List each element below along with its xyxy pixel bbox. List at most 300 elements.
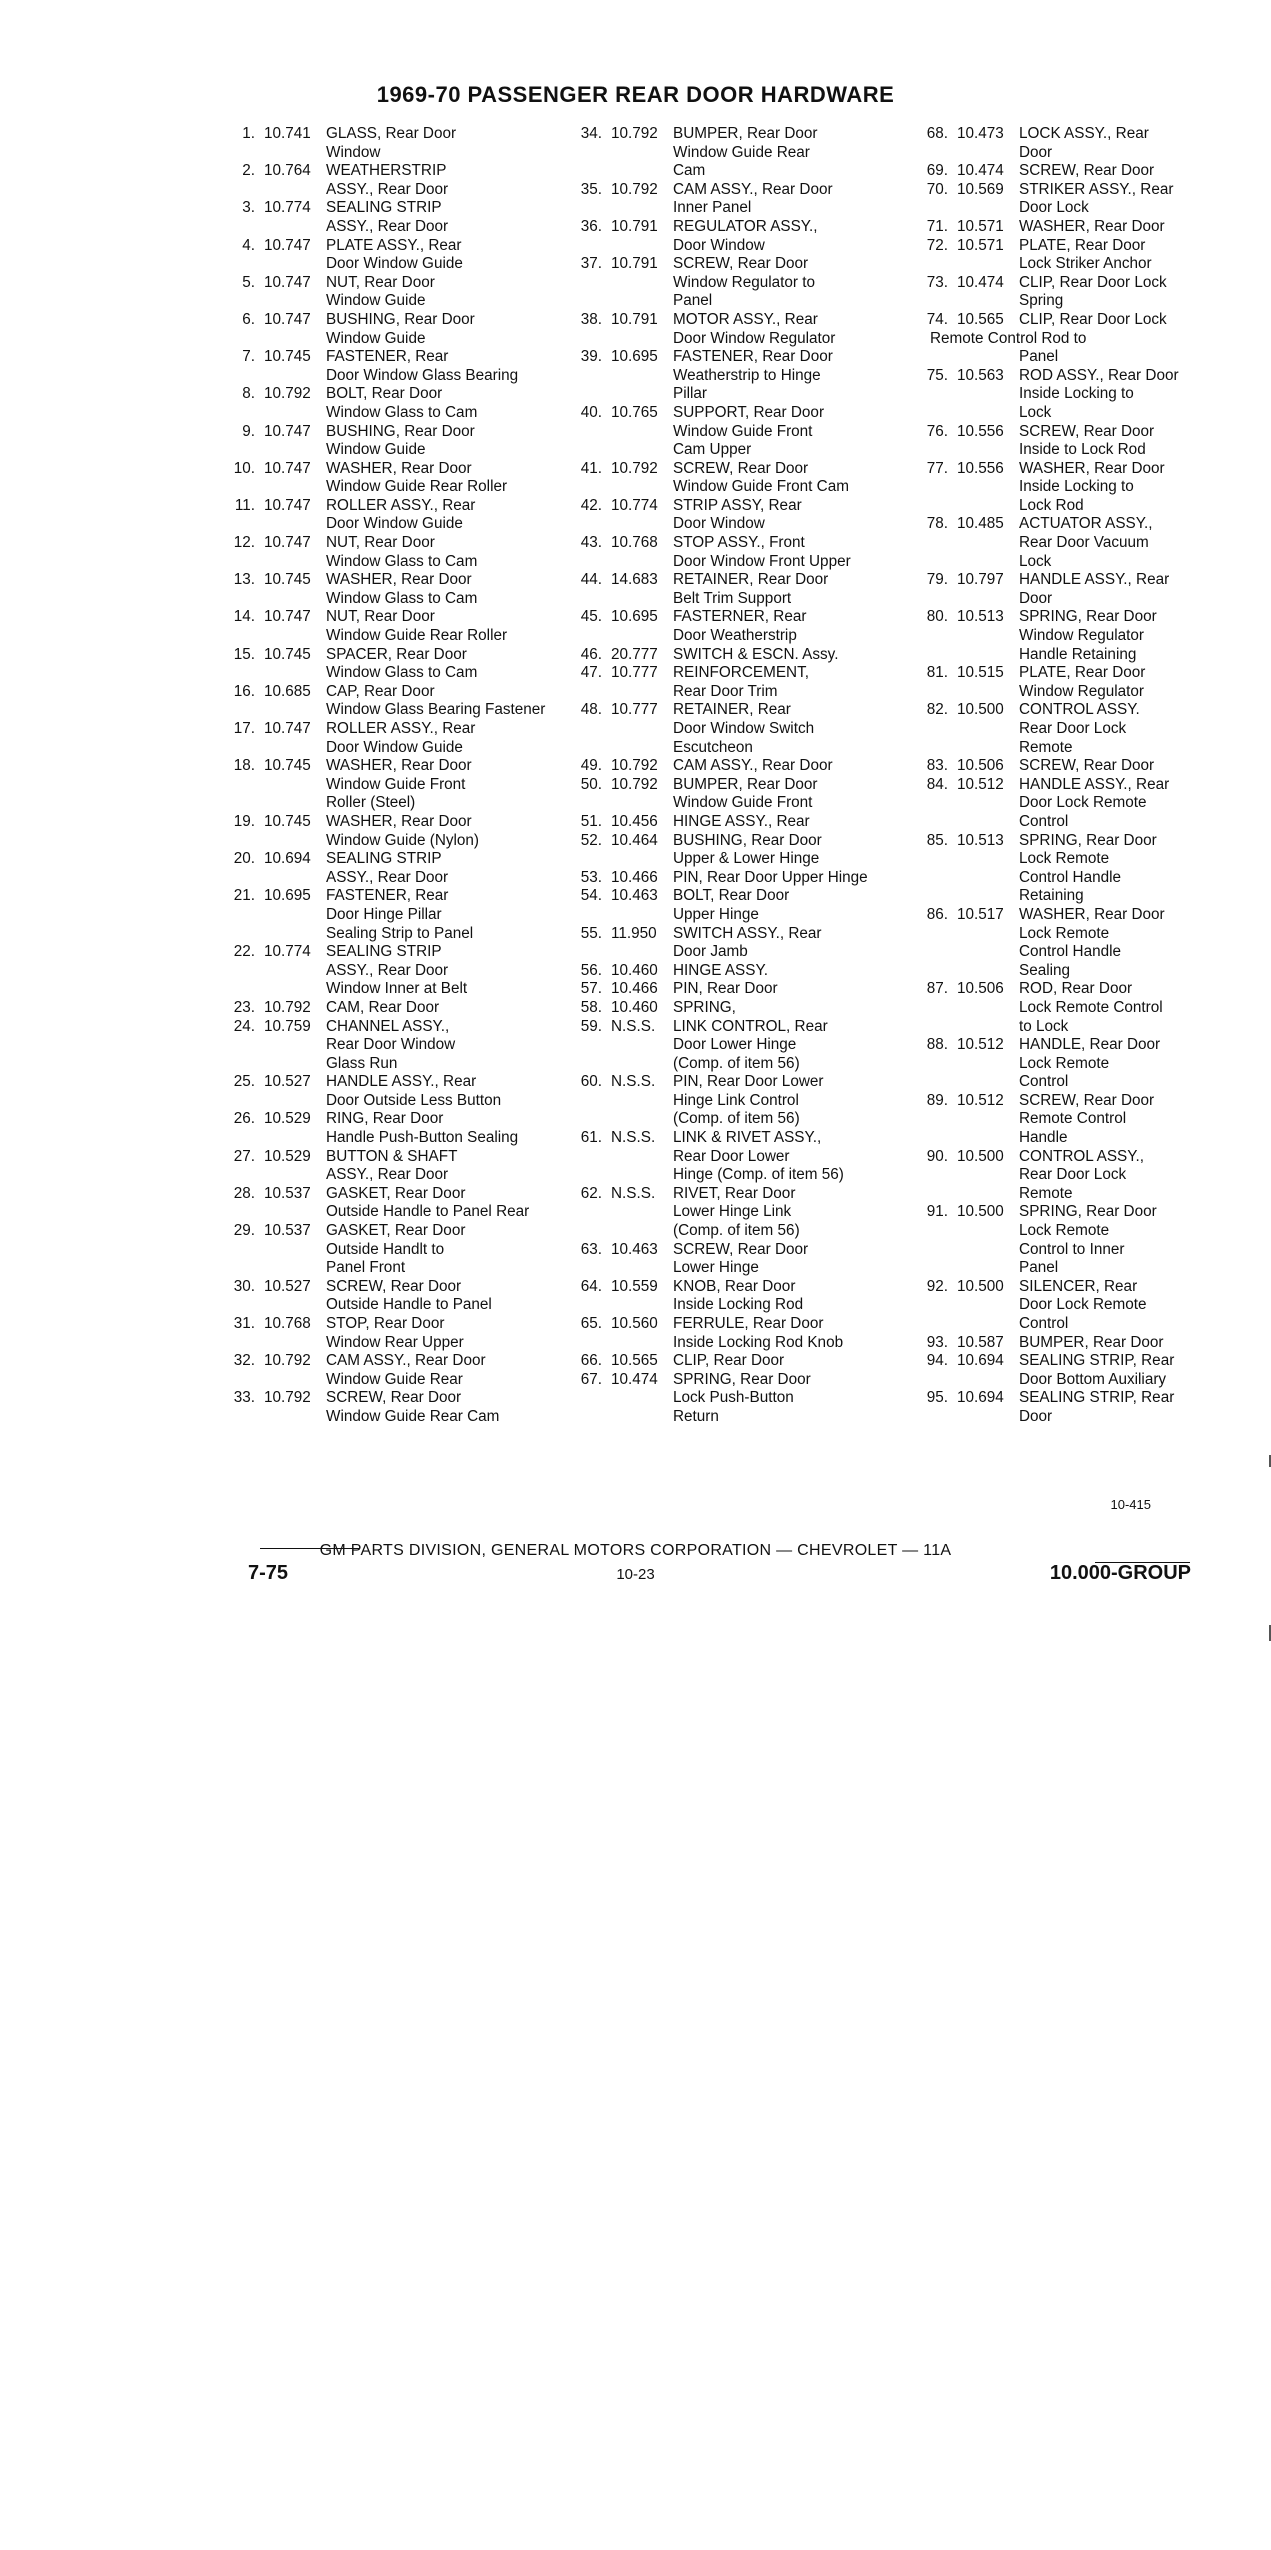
group-number: 10.774 [264,943,311,961]
part-description: WASHER, Rear Door [1019,905,1165,923]
parts-entry [552,646,912,665]
parts-entry [898,1278,1243,1334]
part-description-continued: Lock Remote [1019,1054,1110,1072]
group-number: 10.500 [957,1277,1004,1295]
group-number: 10.463 [611,1240,658,1258]
part-description-continued: Window Guide Rear Cam [326,1407,500,1425]
group-number: 10.466 [611,868,658,886]
parts-entry [205,1185,565,1222]
part-description: BUSHING, Rear Door [673,831,822,849]
item-number: 55. [580,924,602,942]
part-description: CAM, Rear Door [326,998,440,1016]
parts-entry [898,1036,1243,1092]
parts-entry [205,311,565,348]
parts-entry [552,534,912,571]
part-description: GASKET, Rear Door [326,1184,466,1202]
part-description-continued: Door Bottom Auxiliary [1019,1370,1167,1388]
parts-entry [205,274,565,311]
parts-entry [205,683,565,720]
part-description: SCREW, Rear Door [1019,1091,1155,1109]
item-number: 14. [233,608,255,626]
part-description-continued: Door Jamb [673,943,748,961]
parts-entry [552,497,912,534]
parts-entry [898,274,1243,311]
group-number: 10.685 [264,682,311,700]
parts-entry [552,348,912,404]
group-number: 10.537 [264,1184,311,1202]
part-description-continued: Pillar [673,385,707,403]
part-description-continued: Outside Handle to Panel Rear [326,1203,530,1221]
part-description: HINGE ASSY. [673,961,768,979]
group-number: 10.537 [264,1222,311,1240]
part-description: WASHER, Rear Door [1019,459,1165,477]
part-description: SPRING, [673,998,736,1016]
item-number: 84. [926,775,948,793]
part-description: LOCK ASSY., Rear [1019,125,1149,142]
item-number: 24. [233,1017,255,1035]
part-description: BUMPER, Rear Door [673,775,818,793]
parts-entry [552,869,912,888]
item-number: 78. [926,515,948,533]
item-number: 11. [234,496,255,514]
group-number: 10.571 [957,236,1004,254]
part-description: CHANNEL ASSY., [326,1017,450,1035]
part-description: SCREW, Rear Door [1019,757,1155,775]
parts-entry [205,348,565,385]
group-number: 10.560 [611,1315,658,1332]
part-description-continued: Control [1019,1073,1069,1091]
part-description-continued: Roller (Steel) [326,794,416,812]
part-description-continued: ASSY., Rear Door [326,217,449,235]
item-number: 25. [233,1073,255,1091]
part-description: REGULATOR ASSY., [673,217,818,235]
group-number: 10.747 [264,422,311,440]
figure-reference: 10-415 [1110,1497,1151,1512]
item-number: 42. [580,496,602,514]
item-number: 85. [926,831,948,849]
item-number: 91. [926,1203,948,1221]
part-description: WASHER, Rear Door [326,812,472,830]
part-description-continued: Glass Run [326,1054,398,1072]
group-number: 10.587 [957,1333,1004,1351]
part-description-continued: Outside Handle to Panel [326,1296,492,1314]
parts-entry [552,962,912,981]
item-number: 37. [580,255,602,273]
group-number: 10.792 [264,1389,311,1407]
part-description-continued: Window Rear Upper [326,1333,464,1351]
part-description-continued: Remote Control Rod to [930,329,1087,347]
part-description: CAM ASSY., Rear Door [673,757,833,775]
part-description-continued: Window [326,143,381,161]
parts-entry [552,125,912,181]
group-number: 10.774 [611,496,658,514]
part-description: SILENCER, Rear [1019,1277,1138,1295]
item-number: 54. [580,887,602,905]
group-number: N.S.S. [611,1129,656,1147]
parts-entry [898,125,1243,162]
item-number: 93. [926,1333,948,1351]
part-description-continued: Window Guide Rear Roller [326,627,508,645]
part-description-continued: Inside Locking Rod Knob [673,1333,844,1351]
part-description: MOTOR ASSY., Rear [673,310,818,328]
part-description: ROLLER ASSY., Rear [326,496,476,514]
parts-entry [898,460,1243,516]
part-description-continued: Lock Remote [1019,924,1110,942]
group-number: 10.745 [264,571,311,589]
parts-entry [205,813,565,850]
group-number: 10.747 [264,608,311,626]
parts-entry [898,571,1243,608]
part-description: SPACER, Rear Door [326,645,467,663]
parts-entry [552,255,912,311]
part-description: SCREW, Rear Door [1019,422,1155,440]
part-description: CONTROL ASSY. [1019,701,1140,719]
parts-entry [552,1018,912,1074]
part-description-continued: Rear Door Lock [1019,1166,1127,1184]
item-number: 47. [580,664,602,682]
parts-entry [205,999,565,1018]
part-description-continued: Door [1019,589,1053,607]
group-number: 10.747 [264,236,311,254]
part-description: CLIP, Rear Door Lock [1019,273,1167,291]
item-number: 32. [233,1352,255,1370]
footer-page-number: 10-23 [616,1566,655,1583]
part-description-continued: Panel [1019,1259,1059,1277]
item-number: 45. [580,608,602,626]
part-description: PIN, Rear Door Upper Hinge [673,868,868,886]
part-description: CONTROL ASSY., [1019,1147,1144,1165]
parts-entry [552,757,912,776]
part-description-continued: Window Guide Rear [326,1370,463,1388]
part-description-continued: ASSY., Rear Door [326,961,449,979]
part-description-continued: Window Guide (Nylon) [326,831,480,849]
group-number: 10.460 [611,998,658,1016]
part-description: RETAINER, Rear [673,701,791,719]
part-description: SCREW, Rear Door [326,1277,462,1295]
group-number: 20.777 [611,645,658,663]
part-description: SEALING STRIP [326,199,442,217]
group-number: 10.792 [611,459,658,477]
parts-column-2 [552,125,912,1427]
part-description-continued: Door Window Glass Bearing [326,366,519,384]
item-number: 69. [926,162,948,180]
group-number: 14.683 [611,571,658,589]
parts-entry [552,701,912,757]
group-number: 10.792 [611,775,658,793]
part-description: STRIP ASSY, Rear [673,496,802,514]
part-description-continued: Window Glass to Cam [326,589,478,607]
group-number: 10.506 [957,757,1004,775]
group-number: 10.768 [611,534,658,552]
group-number: 10.745 [264,348,311,366]
part-description: HANDLE, Rear Door [1019,1036,1161,1054]
part-description: SCREW, Rear Door [673,1240,809,1258]
item-number: 51. [580,812,602,830]
item-number: 30. [233,1277,255,1295]
part-description: SCREW, Rear Door [673,255,809,273]
parts-entry [205,497,565,534]
part-description-continued: Rear Door Lower [673,1147,790,1165]
group-number: 10.474 [611,1370,658,1388]
item-number: 87. [926,980,948,998]
footer-date: 7-75 [248,1562,289,1584]
parts-entry [205,720,565,757]
part-description-continued: Window Guide Rear [673,143,810,161]
part-description-continued: Lock Remote [1019,850,1110,868]
item-number: 65. [580,1315,602,1332]
part-description: BUMPER, Rear Door [673,125,818,142]
item-number: 64. [580,1277,602,1295]
parts-entry [552,1371,912,1427]
part-description-continued: Window Regulator to [673,273,815,291]
item-number: 36. [580,217,602,235]
parts-entry [205,943,565,999]
part-description-continued: ASSY., Rear Door [326,180,449,198]
item-number: 57. [580,980,602,998]
part-description: WASHER, Rear Door [326,571,472,589]
item-number: 63. [580,1240,602,1258]
part-description-continued: Door Window [673,515,765,533]
parts-entry [552,181,912,218]
parts-entry [898,608,1243,664]
part-description-continued: Inside to Lock Rod [1019,441,1146,459]
group-number: 10.513 [957,608,1004,626]
part-description-continued: Lock Striker Anchor [1019,255,1152,273]
part-description-continued: Inside Locking to [1019,385,1134,403]
parts-entry [898,1352,1243,1389]
part-description: PLATE, Rear Door [1019,236,1146,254]
part-description: HANDLE ASSY., Rear [1019,571,1170,589]
item-number: 12. [233,534,255,552]
part-description: LINK & RIVET ASSY., [673,1129,822,1147]
item-number: 46. [580,645,602,663]
parts-entry [898,1148,1243,1204]
part-description-continued: Rear Door Trim [673,682,778,700]
parts-entry [552,999,912,1018]
item-number: 13. [233,571,255,589]
group-number: 10.792 [264,1352,311,1370]
item-number: 19. [233,812,255,830]
item-number: 4. [242,236,255,254]
item-number: 1. [242,125,255,142]
parts-entry [898,367,1243,423]
part-description-continued: Door Window Front Upper [673,552,851,570]
group-number: 10.517 [957,905,1004,923]
part-description-continued: Panel Front [326,1259,406,1277]
part-description: RING, Rear Door [326,1110,444,1128]
part-description-continued: Lock [1019,403,1052,421]
parts-entry [898,311,1243,367]
part-description: SUPPORT, Rear Door [673,403,825,421]
part-description-continued: Hinge (Comp. of item 56) [673,1166,844,1184]
part-description-continued: Lock [1019,552,1052,570]
parts-entry [205,460,565,497]
part-description: BOLT, Rear Door [326,385,443,403]
part-description: SPRING, Rear Door [1019,608,1157,626]
group-number: 10.565 [957,310,1004,328]
item-number: 15. [233,645,255,663]
item-number: 17. [233,720,255,737]
item-number: 52. [580,831,602,849]
group-number: 10.513 [957,831,1004,849]
group-number: 10.745 [264,645,311,663]
part-description-continued: Rear Door Lock [1019,720,1127,737]
part-description: WASHER, Rear Door [326,757,472,775]
item-number: 43. [580,534,602,552]
part-description-continued: Door Window Switch [673,720,815,737]
parts-entry [552,460,912,497]
group-number: 10.768 [264,1315,311,1332]
part-description: CAM ASSY., Rear Door [326,1352,486,1370]
parts-entry [552,608,912,645]
part-description: STRIKER ASSY., Rear [1019,180,1174,198]
part-description-continued: Lock Rod [1019,496,1084,514]
item-number: 31. [233,1315,255,1332]
item-number: 56. [580,961,602,979]
part-description-continued: Door Lower Hinge [673,1036,797,1054]
parts-entry [552,887,912,924]
part-description-continued: Door Outside Less Button [326,1091,502,1109]
item-number: 3. [242,199,255,217]
item-number: 34. [580,125,602,142]
part-description-continued: Inside Locking Rod [673,1296,804,1314]
part-description-continued: Window Regulator [1019,627,1144,645]
group-number: 10.527 [264,1073,311,1091]
part-description: SCREW, Rear Door [326,1389,462,1407]
parts-entry [205,1352,565,1389]
parts-entry [552,1352,912,1371]
part-description-continued: Window Glass to Cam [326,552,478,570]
parts-entry [898,1334,1243,1353]
item-number: 66. [580,1352,602,1370]
parts-entry [205,125,565,162]
group-number: 10.500 [957,701,1004,719]
parts-entry [898,515,1243,571]
footer-publisher: GM PARTS DIVISION, GENERAL MOTORS CORPORATION — CHEVROLET — 11A [319,1542,952,1559]
item-number: 71. [926,217,948,235]
group-number: 10.515 [957,664,1004,682]
part-description-continued: Lower Hinge [673,1259,759,1277]
part-description-continued: Lower Hinge Link [673,1203,792,1221]
group-number: 10.563 [957,366,1004,384]
part-description-continued: Door Lock Remote [1019,794,1147,812]
parts-column-1 [205,125,565,1427]
group-number: 10.747 [264,459,311,477]
group-number: 10.556 [957,422,1004,440]
parts-entry [552,1185,912,1241]
group-number: 10.694 [957,1389,1004,1407]
part-description-continued: Sealing Strip to Panel [326,924,474,942]
group-number: N.S.S. [611,1184,656,1202]
part-description-continued: Rear Door Vacuum [1019,534,1149,552]
item-number: 77. [926,459,948,477]
part-description-continued: Door [1019,143,1053,161]
part-description: PIN, Rear Door [673,980,778,998]
item-number: 89. [926,1091,948,1109]
part-description: CAP, Rear Door [326,682,435,700]
part-description-continued: Door Window Guide [326,738,463,756]
part-description: ROLLER ASSY., Rear [326,720,476,737]
group-number: 10.695 [264,887,311,905]
part-description: PIN, Rear Door Lower [673,1073,824,1091]
group-number: 10.791 [611,255,658,273]
part-description: BUSHING, Rear Door [326,422,475,440]
group-number: N.S.S. [611,1073,656,1091]
parts-entry [552,1073,912,1129]
part-description-continued: (Comp. of item 56) [673,1222,800,1240]
part-description-continued: Retaining [1019,887,1084,905]
part-description: RETAINER, Rear Door [673,571,829,589]
parts-entry [205,571,565,608]
item-number: 59. [580,1017,602,1035]
part-description-continued: Remote Control [1019,1110,1127,1128]
part-description: CLIP, Rear Door [673,1352,785,1370]
group-number: 10.747 [264,496,311,514]
part-description-continued: Window Regulator [1019,682,1144,700]
item-number: 50. [580,775,602,793]
group-number: 10.474 [957,273,1004,291]
group-number: 10.765 [611,403,658,421]
part-description-continued: Window Guide Front [673,422,813,440]
part-description-continued: Door Window [673,236,765,254]
part-description-continued: Escutcheon [673,738,753,756]
part-description-continued: Door Window Guide [326,515,463,533]
parts-entry [898,1092,1243,1148]
item-number: 41. [580,459,602,477]
item-number: 90. [926,1147,948,1165]
group-number: 10.745 [264,812,311,830]
parts-entry [552,832,912,869]
item-number: 23. [233,998,255,1016]
group-number: 10.741 [264,125,311,142]
part-description-continued: Spring [1019,292,1064,310]
group-number: 10.512 [957,775,1004,793]
item-number: 74. [926,310,948,328]
part-description-continued: Control [1019,812,1069,830]
item-number: 49. [580,757,602,775]
item-number: 39. [580,348,602,366]
parts-entry [205,1315,565,1352]
parts-entry [205,162,565,199]
group-number: 10.473 [957,125,1004,142]
item-number: 6. [242,310,255,328]
parts-entry [205,534,565,571]
parts-entry [898,423,1243,460]
part-description: SEALING STRIP, Rear [1019,1389,1175,1407]
part-description: SPRING, Rear Door [1019,1203,1157,1221]
item-number: 18. [233,757,255,775]
group-number: 10.559 [611,1277,658,1295]
item-number: 81. [926,664,948,682]
part-description-continued: Cam [673,162,706,180]
part-description: HINGE ASSY., Rear [673,812,810,830]
part-description: BUTTON & SHAFT [326,1147,458,1165]
parts-entry [898,776,1243,832]
footer-group: 10.000-GROUP [1049,1562,1191,1584]
group-number: 10.777 [611,664,658,682]
part-description-continued: Remote [1019,1184,1073,1202]
item-number: 44. [580,571,602,589]
part-description: ROD, Rear Door [1019,980,1133,998]
item-number: 72. [926,236,948,254]
parts-entry [898,906,1243,980]
item-number: 28. [233,1184,255,1202]
part-description: WASHER, Rear Door [1019,217,1165,235]
part-description-continued: Upper & Lower Hinge [673,850,820,868]
group-number: 10.694 [264,850,311,868]
item-number: 94. [926,1352,948,1370]
group-number: 10.792 [611,180,658,198]
